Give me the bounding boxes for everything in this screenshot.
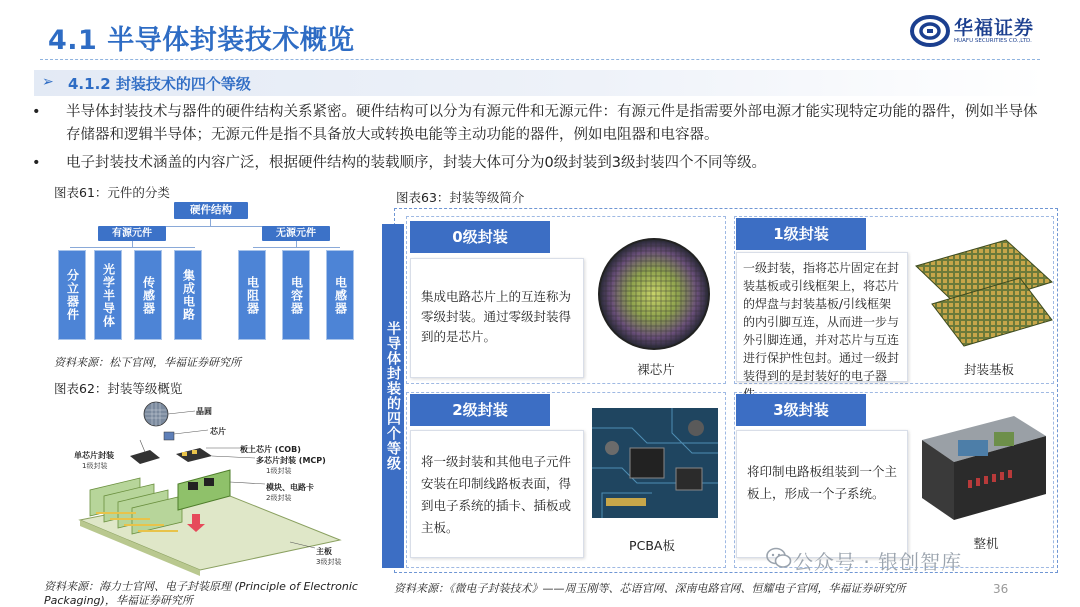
label-single: 单芯片封装	[74, 451, 114, 460]
leaf-resistor: 电阻器	[238, 250, 266, 340]
level-0-photo-label: 裸芯片	[637, 362, 675, 377]
label-module-sub: 2级封装	[266, 494, 292, 502]
complete-machine-photo	[918, 410, 1050, 522]
bullet-text-1: 半导体封装技术与器件的硬件结构关系紧密。硬件结构可以分为有源元件和无源元件：有源元件是指需要外部电源才能实现特定功能的器件，例如半导体存储器和逻辑半导体；无源元件是指不具备放大或转换电能等主动功能的器件，例如电阻器和电容器。	[66, 104, 1038, 143]
fig63-side-label: 半导体封装的四个等级	[382, 224, 404, 568]
level-3-photo-label: 整机	[973, 536, 999, 551]
packaging-levels-overview-illustration	[60, 400, 360, 576]
label-cob: 板上芯片 (COB)	[240, 445, 301, 454]
fig62-caption: 图表62：封装等级概览	[54, 381, 183, 396]
page-number: 36	[993, 582, 1009, 596]
section-header	[34, 70, 1046, 96]
component-classification-diagram	[38, 200, 358, 352]
label-mcp: 多芯片封装 (MCP)	[256, 456, 326, 465]
logo-en: HUAFU SECURITIES CO.,LTD.	[954, 38, 1032, 44]
connector-line	[210, 219, 211, 226]
fig63-caption: 图表63：封装等级简介	[396, 190, 525, 205]
watermark: 公众号 · 银创智库	[793, 550, 963, 574]
level-2-photo-label: PCBA板	[629, 538, 675, 553]
level-2-text: 将一级封装和其他电子元件安装在印制线路板表面，得到电子系统的插卡、插板或主板。	[410, 430, 584, 558]
wechat-icon	[766, 546, 792, 570]
label-board-sub: 3级封装	[316, 558, 342, 566]
level-1-text: 一级封装，指将芯片固定在封装基板或引线框架上，将芯片的焊盘与封装基板/引线框架的内引脚互连，从而进一步与外引脚连通，并对芯片与互连进行保护性包封。通过一级封装得到的是封装好的电子器	[736, 252, 908, 382]
logo-name: 华福证券	[954, 17, 1035, 39]
leaf-inductor: 电感器	[326, 250, 354, 340]
label-module: 模块、电路卡	[266, 483, 314, 492]
label-board: 主板	[316, 547, 332, 556]
level-0-text: 集成电路芯片上的互连称为零级封装。通过零级封装得到的是芯片。	[410, 258, 584, 378]
wafer-icon	[596, 236, 712, 352]
level-1-badge: 1级封装	[736, 218, 866, 250]
leaf-optical: 光学半导体	[94, 250, 122, 340]
fig62-source: 资料来源：海力士官网、电子封装原理 (Principle of Electronic Packaging)，华福证券研究所	[44, 580, 358, 607]
brand-logo	[910, 12, 1060, 50]
substrate-photo	[912, 236, 1056, 348]
label-mcp-sub: 1级封装	[266, 467, 292, 475]
substrate-icon	[912, 236, 1056, 348]
pcba-photo	[592, 408, 718, 518]
bullet-text-2: 电子封装技术涵盖的内容广泛，根据硬件结构的装载顺序，封装大体可分为0级封装到3级封装四个不同等级。	[66, 155, 766, 171]
leaf-capacitor: 电容器	[282, 250, 310, 340]
leaf-sensor: 传感器	[134, 250, 162, 340]
fig61-source: 资料来源：松下官网，华福证券研究所	[54, 356, 241, 369]
bullet-dot-icon: •	[32, 155, 41, 171]
label-chip: 芯片	[210, 427, 226, 436]
level-3-text: 将印制电路板组装到一个主板上，形成一个子系统。	[736, 430, 908, 558]
machine-icon	[918, 410, 1050, 522]
bullet-dot-icon: •	[32, 104, 41, 120]
node-passive: 无源元件	[262, 226, 330, 241]
page-title: 4.1 半导体封装技术概览	[48, 25, 355, 56]
pcba-icon	[592, 408, 718, 518]
level-0-badge: 0级封装	[410, 221, 550, 253]
level-3-badge: 3级封装	[736, 394, 866, 426]
leaf-discrete: 分立器件	[58, 250, 86, 340]
node-active: 有源元件	[98, 226, 166, 241]
bare-die-photo	[596, 236, 712, 352]
huafu-logo-icon	[910, 14, 950, 48]
level-1-photo-label: 封装基板	[963, 362, 1014, 377]
fig63-source: 资料来源：《微电子封装技术》——周玉刚等、芯语官网、深南电路官网、恒耀电子官网，华福证券研究所	[394, 582, 906, 595]
level-2-badge: 2级封装	[410, 394, 550, 426]
section-title: 4.1.2 封装技术的四个等级	[68, 75, 251, 93]
connector-line	[253, 247, 340, 248]
fig61-caption: 图表61：元件的分类	[54, 185, 170, 200]
label-wafer: 晶圆	[196, 407, 212, 416]
connector-line	[70, 247, 195, 248]
label-single-sub: 1级封装	[82, 462, 108, 470]
arrow-right-icon: ➢	[42, 74, 54, 90]
node-hardware: 硬件结构	[174, 202, 248, 219]
leaf-ic: 集成电路	[174, 250, 202, 340]
title-divider	[40, 59, 1040, 60]
